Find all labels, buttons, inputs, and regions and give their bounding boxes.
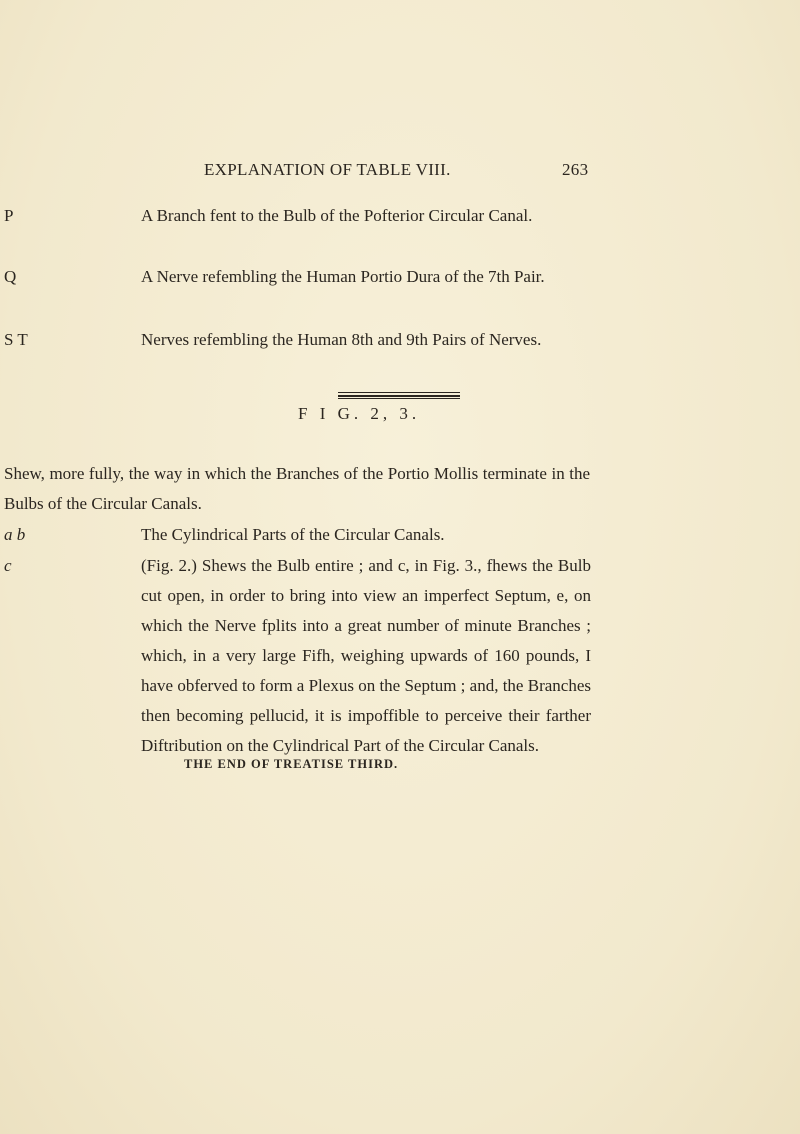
legend-text: (Fig. 2.) Shews the Bulb entire ; and c, in Fig. 3., fhews the Bulb cut open, in order to bring into view an imperfect Septum, e, on which the Nerve fplits into a great number of minute Branches ; which, in a very large Fifh, weighing upwards of 160 pounds, I have obferved to form a Plexus on the Septum ; and, the Branches then becoming pellucid, it is impoffible to perceive their farther Diftribution on the Cylindrical Part of the Circular Canals. (141, 556, 591, 755)
legend-key: Q (4, 267, 17, 286)
legend-key: c (4, 556, 12, 575)
legend-entry (4, 551, 591, 761)
end-of-treatise: THE END OF TREATISE THIRD. (184, 757, 399, 771)
legend-key: P (4, 206, 14, 225)
legend-entry (4, 325, 591, 355)
legend-key: S T (4, 330, 28, 349)
header-title: EXPLANATION OF TABLE VIII. (204, 160, 451, 179)
figure-heading: F I G. 2, 3. (298, 404, 421, 423)
legend-key: a b (4, 525, 26, 544)
section-divider (338, 392, 460, 399)
intro-paragraph: Shew, more fully, the way in which the Branches of the Portio Mollis terminate in the Bulbs of the Circular Canals. (4, 464, 590, 513)
legend-text: A Nerve refembling the Human Portio Dura of the 7th Pair. (141, 267, 545, 286)
legend-entry (4, 262, 591, 292)
legend-text: The Cylindrical Parts of the Circular Canals. (141, 525, 445, 544)
legend-entry (4, 520, 591, 550)
page-number: 263 (562, 160, 589, 179)
legend-entry (4, 201, 591, 231)
legend-text: Nerves refembling the Human 8th and 9th Pairs of Nerves. (141, 330, 542, 349)
legend-text: A Branch fent to the Bulb of the Pofterior Circular Canal. (141, 206, 533, 225)
